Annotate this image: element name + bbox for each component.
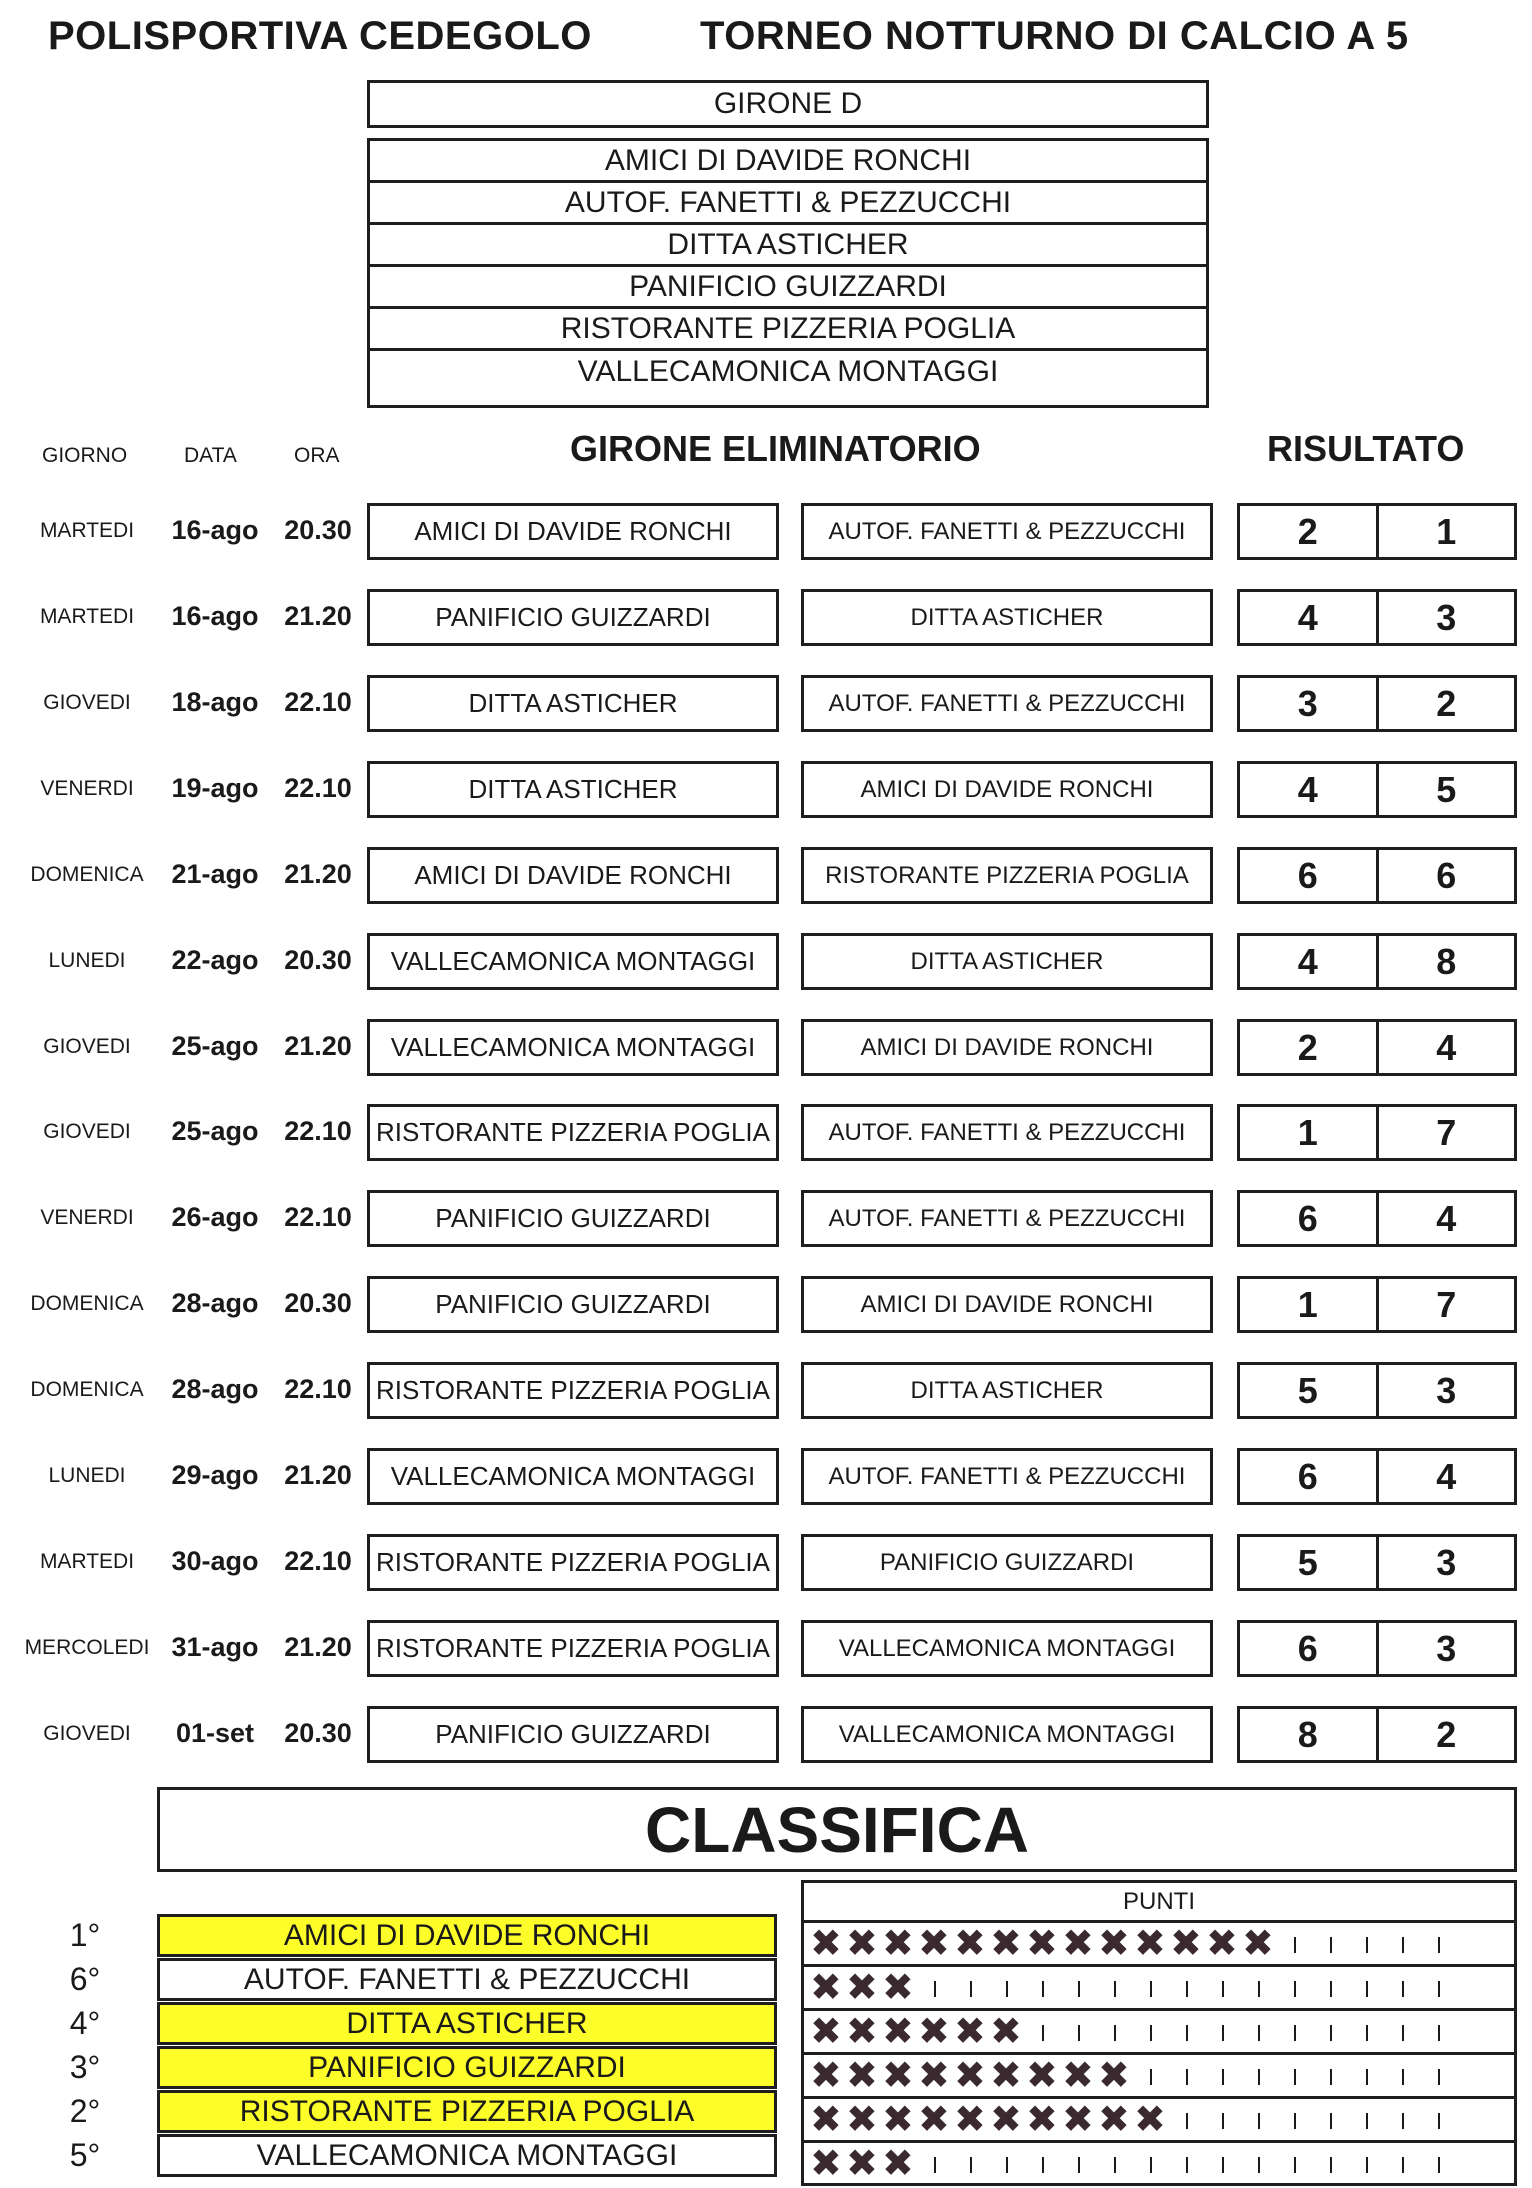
score-away: 7 bbox=[1436, 1111, 1457, 1153]
match-date: 18-ago bbox=[171, 687, 259, 717]
home-team: VALLECAMONICA MONTAGGI bbox=[367, 1448, 779, 1505]
home-team: RISTORANTE PIZZERIA POGLIA bbox=[367, 1620, 779, 1677]
point-slot bbox=[1222, 2113, 1224, 2129]
away-team: AUTOF. FANETTI & PEZZUCCHI bbox=[801, 1104, 1213, 1161]
away-team: PANIFICIO GUIZZARDI bbox=[801, 1534, 1213, 1591]
match-day: GIOVEDI bbox=[43, 1722, 131, 1745]
score-away: 4 bbox=[1436, 1197, 1457, 1239]
home-team: PANIFICIO GUIZZARDI bbox=[367, 1190, 779, 1247]
point-mark: ✖ bbox=[846, 2055, 878, 2097]
column-header-match: GIRONE ELIMINATORIO bbox=[570, 428, 981, 469]
point-slot bbox=[1294, 2069, 1296, 2085]
point-slot bbox=[1150, 1981, 1152, 1997]
point-slot bbox=[1366, 2069, 1368, 2085]
point-mark: ✖ bbox=[882, 2055, 914, 2097]
score-away: 1 bbox=[1436, 510, 1457, 552]
point-mark: ✖ bbox=[1098, 2055, 1130, 2097]
point-mark: ✖ bbox=[1062, 2099, 1094, 2141]
score-box bbox=[1237, 1534, 1517, 1591]
point-mark: ✖ bbox=[1062, 1923, 1094, 1965]
away-team: AUTOF. FANETTI & PEZZUCCHI bbox=[801, 1448, 1213, 1505]
point-slot bbox=[1294, 2025, 1296, 2041]
point-slot bbox=[1402, 1981, 1404, 1997]
point-slot bbox=[1258, 2157, 1260, 2173]
home-team: DITTA ASTICHER bbox=[367, 761, 779, 818]
score-home: 5 bbox=[1240, 1365, 1379, 1416]
point-mark: ✖ bbox=[882, 2011, 914, 2053]
point-slot bbox=[1294, 2157, 1296, 2173]
group-team: RISTORANTE PIZZERIA POGLIA bbox=[370, 309, 1206, 351]
point-slot bbox=[1330, 1937, 1332, 1953]
match-date: 29-ago bbox=[171, 1460, 259, 1490]
match-date: 22-ago bbox=[171, 945, 259, 975]
score-away: 8 bbox=[1436, 940, 1457, 982]
score-away: 2 bbox=[1436, 1713, 1457, 1755]
point-mark: ✖ bbox=[1026, 2055, 1058, 2097]
match-time: 21.20 bbox=[284, 1031, 352, 1061]
home-team: PANIFICIO GUIZZARDI bbox=[367, 1276, 779, 1333]
home-team: AMICI DI DAVIDE RONCHI bbox=[367, 847, 779, 904]
standing-team: AMICI DI DAVIDE RONCHI bbox=[157, 1914, 777, 1957]
score-home: 4 bbox=[1240, 592, 1379, 643]
match-time: 20.30 bbox=[284, 945, 352, 975]
standings-title: CLASSIFICA bbox=[157, 1787, 1517, 1872]
away-team: VALLECAMONICA MONTAGGI bbox=[801, 1706, 1213, 1763]
column-header-time: ORA bbox=[294, 444, 340, 467]
match-day: MARTEDI bbox=[39, 519, 135, 542]
score-home: 3 bbox=[1240, 678, 1379, 729]
point-mark: ✖ bbox=[954, 2011, 986, 2053]
point-mark: ✖ bbox=[882, 1967, 914, 2009]
point-slot bbox=[1330, 2069, 1332, 2085]
point-slot bbox=[1186, 2025, 1188, 2041]
match-day: DOMENICA bbox=[30, 1292, 144, 1315]
point-slot bbox=[1006, 2157, 1008, 2173]
away-team: AMICI DI DAVIDE RONCHI bbox=[801, 761, 1213, 818]
match-time: 22.10 bbox=[284, 1546, 352, 1576]
score-box bbox=[1237, 933, 1517, 990]
point-mark: ✖ bbox=[1098, 1923, 1130, 1965]
score-home: 8 bbox=[1240, 1709, 1379, 1760]
score-away: 5 bbox=[1436, 768, 1457, 810]
home-team: RISTORANTE PIZZERIA POGLIA bbox=[367, 1534, 779, 1591]
point-slot bbox=[1366, 2157, 1368, 2173]
point-slot bbox=[1330, 1981, 1332, 1997]
standing-rank: 5° bbox=[69, 2137, 101, 2173]
point-slot bbox=[1402, 2025, 1404, 2041]
points-row bbox=[804, 2055, 1514, 2099]
point-mark: ✖ bbox=[1134, 2099, 1166, 2141]
point-slot bbox=[1222, 2069, 1224, 2085]
standing-rank: 2° bbox=[69, 2093, 101, 2129]
match-time: 22.10 bbox=[284, 1116, 352, 1146]
score-home: 6 bbox=[1240, 850, 1379, 901]
group-team: DITTA ASTICHER bbox=[370, 225, 1206, 267]
away-team: AUTOF. FANETTI & PEZZUCCHI bbox=[801, 503, 1213, 560]
point-slot bbox=[1186, 2157, 1188, 2173]
column-header-date: DATA bbox=[184, 444, 237, 467]
point-slot bbox=[1438, 2113, 1440, 2129]
standing-team: PANIFICIO GUIZZARDI bbox=[157, 2046, 777, 2089]
match-day: LUNEDI bbox=[48, 1464, 126, 1487]
score-box bbox=[1237, 1362, 1517, 1419]
point-slot bbox=[1006, 1981, 1008, 1997]
score-away: 3 bbox=[1436, 1541, 1457, 1583]
match-day: LUNEDI bbox=[48, 949, 126, 972]
match-date: 25-ago bbox=[171, 1031, 259, 1061]
match-day: VENERDI bbox=[40, 1206, 134, 1229]
point-mark: ✖ bbox=[810, 2055, 842, 2097]
score-box bbox=[1237, 1276, 1517, 1333]
point-mark: ✖ bbox=[810, 1967, 842, 2009]
point-slot bbox=[934, 2157, 936, 2173]
score-away: 7 bbox=[1436, 1283, 1457, 1325]
point-mark: ✖ bbox=[846, 2099, 878, 2141]
score-box bbox=[1237, 1706, 1517, 1763]
point-mark: ✖ bbox=[1170, 1923, 1202, 1965]
point-mark: ✖ bbox=[1062, 2055, 1094, 2097]
point-mark: ✖ bbox=[954, 1923, 986, 1965]
column-header-result: RISULTATO bbox=[1267, 428, 1465, 469]
score-home: 2 bbox=[1240, 1022, 1379, 1073]
point-mark: ✖ bbox=[918, 2099, 950, 2141]
match-date: 16-ago bbox=[171, 515, 259, 545]
match-time: 21.20 bbox=[284, 601, 352, 631]
score-home: 1 bbox=[1240, 1107, 1379, 1158]
match-date: 30-ago bbox=[171, 1546, 259, 1576]
score-home: 2 bbox=[1240, 506, 1379, 557]
score-away: 3 bbox=[1436, 1627, 1457, 1669]
match-time: 22.10 bbox=[284, 773, 352, 803]
score-box bbox=[1237, 1448, 1517, 1505]
match-date: 19-ago bbox=[171, 773, 259, 803]
away-team: DITTA ASTICHER bbox=[801, 589, 1213, 646]
point-mark: ✖ bbox=[846, 2143, 878, 2185]
away-team: VALLECAMONICA MONTAGGI bbox=[801, 1620, 1213, 1677]
point-slot bbox=[1042, 2157, 1044, 2173]
away-team: DITTA ASTICHER bbox=[801, 933, 1213, 990]
match-date: 31-ago bbox=[171, 1632, 259, 1662]
points-row bbox=[804, 2099, 1514, 2143]
match-time: 21.20 bbox=[284, 1632, 352, 1662]
point-slot bbox=[1150, 2157, 1152, 2173]
score-away: 4 bbox=[1436, 1455, 1457, 1497]
point-mark: ✖ bbox=[990, 2055, 1022, 2097]
point-mark: ✖ bbox=[990, 2011, 1022, 2053]
score-box bbox=[1237, 503, 1517, 560]
score-away: 2 bbox=[1436, 682, 1457, 724]
score-away: 3 bbox=[1436, 596, 1457, 638]
group-team: PANIFICIO GUIZZARDI bbox=[370, 267, 1206, 309]
group-team: AUTOF. FANETTI & PEZZUCCHI bbox=[370, 183, 1206, 225]
score-home: 5 bbox=[1240, 1537, 1379, 1588]
point-slot bbox=[1294, 1981, 1296, 1997]
point-slot bbox=[1366, 1981, 1368, 1997]
away-team: AMICI DI DAVIDE RONCHI bbox=[801, 1019, 1213, 1076]
point-slot bbox=[970, 2157, 972, 2173]
point-slot bbox=[1330, 2025, 1332, 2041]
score-box bbox=[1237, 1104, 1517, 1161]
home-team: RISTORANTE PIZZERIA POGLIA bbox=[367, 1362, 779, 1419]
away-team: AUTOF. FANETTI & PEZZUCCHI bbox=[801, 675, 1213, 732]
away-team: DITTA ASTICHER bbox=[801, 1362, 1213, 1419]
match-time: 21.20 bbox=[284, 859, 352, 889]
point-mark: ✖ bbox=[810, 2099, 842, 2141]
match-day: GIOVEDI bbox=[43, 1120, 131, 1143]
point-slot bbox=[1222, 2157, 1224, 2173]
home-team: DITTA ASTICHER bbox=[367, 675, 779, 732]
point-slot bbox=[1222, 1981, 1224, 1997]
home-team: PANIFICIO GUIZZARDI bbox=[367, 589, 779, 646]
match-date: 25-ago bbox=[171, 1116, 259, 1146]
standing-team: VALLECAMONICA MONTAGGI bbox=[157, 2134, 777, 2177]
match-date: 21-ago bbox=[171, 859, 259, 889]
score-away: 3 bbox=[1436, 1369, 1457, 1411]
point-mark: ✖ bbox=[810, 1923, 842, 1965]
point-mark: ✖ bbox=[918, 1923, 950, 1965]
match-day: MARTEDI bbox=[39, 1550, 135, 1573]
point-slot bbox=[1330, 2113, 1332, 2129]
match-day: MARTEDI bbox=[39, 605, 135, 628]
match-date: 28-ago bbox=[171, 1288, 259, 1318]
point-slot bbox=[1438, 2025, 1440, 2041]
score-box bbox=[1237, 847, 1517, 904]
point-mark: ✖ bbox=[846, 2011, 878, 2053]
point-slot bbox=[1294, 2113, 1296, 2129]
point-mark: ✖ bbox=[990, 1923, 1022, 1965]
standing-team: AUTOF. FANETTI & PEZZUCCHI bbox=[157, 1958, 777, 2001]
score-box bbox=[1237, 1190, 1517, 1247]
score-home: 4 bbox=[1240, 764, 1379, 815]
points-row bbox=[804, 1923, 1514, 1967]
point-slot bbox=[1366, 2025, 1368, 2041]
point-mark: ✖ bbox=[1026, 2099, 1058, 2141]
point-slot bbox=[1114, 2157, 1116, 2173]
point-slot bbox=[1114, 1981, 1116, 1997]
point-mark: ✖ bbox=[1026, 1923, 1058, 1965]
point-slot bbox=[1222, 2025, 1224, 2041]
point-slot bbox=[1258, 2069, 1260, 2085]
point-mark: ✖ bbox=[918, 2011, 950, 2053]
match-time: 20.30 bbox=[284, 1718, 352, 1748]
score-home: 1 bbox=[1240, 1279, 1379, 1330]
away-team: AMICI DI DAVIDE RONCHI bbox=[801, 1276, 1213, 1333]
point-slot bbox=[1366, 1937, 1368, 1953]
standing-rank: 1° bbox=[69, 1917, 101, 1953]
point-mark: ✖ bbox=[882, 2143, 914, 2185]
points-row bbox=[804, 2011, 1514, 2055]
point-slot bbox=[1114, 2025, 1116, 2041]
point-slot bbox=[1330, 2157, 1332, 2173]
point-slot bbox=[1258, 2025, 1260, 2041]
column-header-day: GIORNO bbox=[42, 444, 128, 467]
point-mark: ✖ bbox=[1098, 2099, 1130, 2141]
point-slot bbox=[1042, 2025, 1044, 2041]
score-box bbox=[1237, 675, 1517, 732]
point-slot bbox=[1078, 2025, 1080, 2041]
match-date: 01-set bbox=[175, 1718, 255, 1748]
match-day: DOMENICA bbox=[30, 1378, 144, 1401]
match-time: 20.30 bbox=[284, 515, 352, 545]
match-time: 21.20 bbox=[284, 1460, 352, 1490]
point-slot bbox=[1438, 1981, 1440, 1997]
score-home: 6 bbox=[1240, 1193, 1379, 1244]
tournament-title: TORNEO NOTTURNO DI CALCIO A 5 bbox=[700, 14, 1409, 58]
point-slot bbox=[1366, 2113, 1368, 2129]
point-mark: ✖ bbox=[882, 1923, 914, 1965]
score-box bbox=[1237, 761, 1517, 818]
score-home: 6 bbox=[1240, 1623, 1379, 1674]
score-away: 6 bbox=[1436, 854, 1457, 896]
away-team: AUTOF. FANETTI & PEZZUCCHI bbox=[801, 1190, 1213, 1247]
point-slot bbox=[1402, 2069, 1404, 2085]
score-away: 4 bbox=[1436, 1026, 1457, 1068]
match-date: 28-ago bbox=[171, 1374, 259, 1404]
match-time: 20.30 bbox=[284, 1288, 352, 1318]
home-team: AMICI DI DAVIDE RONCHI bbox=[367, 503, 779, 560]
point-slot bbox=[1438, 2157, 1440, 2173]
standing-team: RISTORANTE PIZZERIA POGLIA bbox=[157, 2090, 777, 2133]
points-row bbox=[804, 1967, 1514, 2011]
point-slot bbox=[1402, 1937, 1404, 1953]
standing-rank: 3° bbox=[69, 2049, 101, 2085]
point-mark: ✖ bbox=[846, 1923, 878, 1965]
point-slot bbox=[1078, 2157, 1080, 2173]
organization-title: POLISPORTIVA CEDEGOLO bbox=[48, 14, 592, 58]
point-slot bbox=[1150, 2069, 1152, 2085]
group-title: GIRONE D bbox=[367, 80, 1209, 128]
home-team: VALLECAMONICA MONTAGGI bbox=[367, 933, 779, 990]
point-mark: ✖ bbox=[810, 2011, 842, 2053]
match-date: 16-ago bbox=[171, 601, 259, 631]
group-team-list bbox=[367, 138, 1209, 408]
match-time: 22.10 bbox=[284, 1202, 352, 1232]
match-day: GIOVEDI bbox=[43, 691, 131, 714]
point-slot bbox=[1402, 2113, 1404, 2129]
points-header: PUNTI bbox=[804, 1883, 1514, 1923]
home-team: PANIFICIO GUIZZARDI bbox=[367, 1706, 779, 1763]
point-mark: ✖ bbox=[882, 2099, 914, 2141]
point-mark: ✖ bbox=[954, 2055, 986, 2097]
point-slot bbox=[1258, 1981, 1260, 1997]
home-team: RISTORANTE PIZZERIA POGLIA bbox=[367, 1104, 779, 1161]
point-slot bbox=[1258, 2113, 1260, 2129]
point-slot bbox=[934, 1981, 936, 1997]
standing-rank: 4° bbox=[69, 2005, 101, 2041]
match-date: 26-ago bbox=[171, 1202, 259, 1232]
match-time: 22.10 bbox=[284, 687, 352, 717]
points-row bbox=[804, 2143, 1514, 2187]
point-mark: ✖ bbox=[990, 2099, 1022, 2141]
points-tally bbox=[801, 1880, 1517, 2186]
point-slot bbox=[1150, 2025, 1152, 2041]
score-home: 4 bbox=[1240, 936, 1379, 987]
match-time: 22.10 bbox=[284, 1374, 352, 1404]
match-day: VENERDI bbox=[40, 777, 134, 800]
point-mark: ✖ bbox=[1206, 1923, 1238, 1965]
point-mark: ✖ bbox=[1134, 1923, 1166, 1965]
point-slot bbox=[1402, 2157, 1404, 2173]
home-team: VALLECAMONICA MONTAGGI bbox=[367, 1019, 779, 1076]
standing-team: DITTA ASTICHER bbox=[157, 2002, 777, 2045]
point-slot bbox=[1042, 1981, 1044, 1997]
point-mark: ✖ bbox=[846, 1967, 878, 2009]
standing-rank: 6° bbox=[69, 1961, 101, 1997]
match-day: MERCOLEDI bbox=[24, 1636, 150, 1659]
score-box bbox=[1237, 1620, 1517, 1677]
point-slot bbox=[1438, 1937, 1440, 1953]
score-box bbox=[1237, 1019, 1517, 1076]
match-day: DOMENICA bbox=[30, 863, 144, 886]
group-team: AMICI DI DAVIDE RONCHI bbox=[370, 141, 1206, 183]
point-slot bbox=[1294, 1937, 1296, 1953]
away-team: RISTORANTE PIZZERIA POGLIA bbox=[801, 847, 1213, 904]
point-slot bbox=[1186, 2113, 1188, 2129]
point-slot bbox=[1078, 1981, 1080, 1997]
point-slot bbox=[970, 1981, 972, 1997]
score-home: 6 bbox=[1240, 1451, 1379, 1502]
point-mark: ✖ bbox=[1242, 1923, 1274, 1965]
point-mark: ✖ bbox=[954, 2099, 986, 2141]
group-team: VALLECAMONICA MONTAGGI bbox=[577, 355, 999, 388]
match-day: GIOVEDI bbox=[43, 1035, 131, 1058]
point-slot bbox=[1438, 2069, 1440, 2085]
point-mark: ✖ bbox=[810, 2143, 842, 2185]
score-box bbox=[1237, 589, 1517, 646]
point-slot bbox=[1186, 1981, 1188, 1997]
point-slot bbox=[1186, 2069, 1188, 2085]
point-mark: ✖ bbox=[918, 2055, 950, 2097]
